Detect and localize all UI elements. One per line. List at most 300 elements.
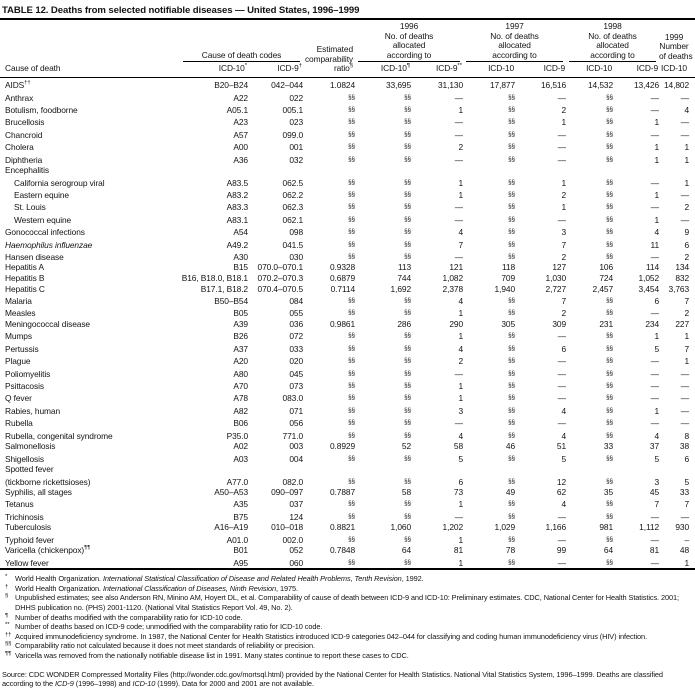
footnote-marker: * [244,63,247,70]
not-calculated-symbol: §§ [606,431,614,439]
cell [463,452,515,464]
col-subheader-icd-9: ICD-9 [515,62,566,77]
footnote-text: Acquired immunodeficiency syndrome. In 1987, the National Center for Health Statistics introduced ICD-9 categories 042–044 for classifying and coding human immunodeficiency virus (HIV) infection. [15,631,648,641]
not-calculated-symbol: §§ [348,369,356,377]
cell: — [680,393,690,404]
cell: 6 [458,476,464,487]
cell: 032 [289,154,304,165]
cell [463,213,515,225]
cell [303,329,355,341]
cell [463,238,515,250]
table-row [0,342,695,354]
cell: — [680,368,690,379]
not-calculated-symbol: §§ [404,105,412,113]
cell [566,391,613,403]
table-row [0,225,695,237]
row-label: Hepatitis C [5,283,45,294]
cell: 6 [654,295,660,306]
footnote-text: Number of deaths modified with the comparability ratio for ICD-10 code. [15,612,243,622]
table-row [0,429,695,441]
cell [355,429,411,441]
not-calculated-symbol: §§ [508,512,516,520]
not-calculated-symbol: §§ [508,332,516,340]
cell: A22 [233,92,248,103]
cell: — [454,129,464,140]
cell: 4 [458,227,464,238]
cell: 2 [561,189,567,200]
not-calculated-symbol: §§ [348,332,356,340]
cell [355,391,411,403]
cell [303,497,355,509]
not-calculated-symbol: §§ [508,240,516,248]
cell: A39 [233,318,248,329]
cell: 3 [458,405,464,416]
footnote-text: World Health Organization. [15,583,103,593]
not-calculated-symbol: §§ [348,118,356,126]
not-calculated-symbol: §§ [348,203,356,211]
cell: 0.7887 [329,487,356,498]
not-calculated-symbol: §§ [404,296,412,304]
header-line: No. of deaths [588,30,637,41]
not-calculated-symbol: §§ [348,381,356,389]
cell: 16,516 [540,80,567,91]
row-label: Hepatitis B [5,273,45,284]
not-calculated-symbol: §§ [606,419,614,427]
cell: 1.0824 [329,80,356,91]
cell: A82 [233,405,248,416]
not-calculated-symbol: §§ [404,203,412,211]
cell: — [557,92,567,103]
cell: 13,426 [633,80,660,91]
row-label: Poliomyelitis [5,368,51,379]
row-label: Trichinosis [5,511,44,522]
source-text: Source: CDC WONDER Compressed Mortality Files (http://wonder.cdc.gov/mortsql.html) provided by the National Center for Health Statistics. National Vital Statistics System, 1996–1999. Deaths are classified according to the [2,669,663,689]
cell: B50–B54 [214,295,248,306]
cell: 7 [561,295,567,306]
cell: 46 [505,441,516,452]
cell: 0.6879 [329,273,356,284]
cell: 17,877 [489,80,516,91]
not-calculated-symbol: §§ [508,500,516,508]
cell [303,429,355,441]
cell [463,404,515,416]
not-calculated-symbol: §§ [348,93,356,101]
cell [566,533,613,545]
not-calculated-symbol: §§ [606,190,614,198]
cell [566,294,613,306]
cell: 231 [599,318,614,329]
not-calculated-symbol: §§ [348,394,356,402]
not-calculated-symbol: §§ [508,296,516,304]
not-calculated-symbol: §§ [404,369,412,377]
cell: 2,378 [442,283,464,294]
cell: 1 [458,104,464,115]
row-label: Cholera [5,142,34,153]
cell: — [557,534,567,545]
cell [463,225,515,237]
cell: 51 [556,441,567,452]
col-subheader-icd-10: ICD-10¶ [355,62,411,77]
not-calculated-symbol: §§ [508,309,516,317]
not-calculated-symbol: §§ [606,130,614,138]
cell [566,225,613,237]
cell [303,379,355,391]
cell: 099.0 [282,129,304,140]
cell: 072 [289,331,304,342]
cell: 6 [684,453,690,464]
header-line: Cause of death codes [183,51,300,63]
header-line: Estimated [316,44,354,55]
cell: 1 [458,177,464,188]
not-calculated-symbol: §§ [404,240,412,248]
table-row [0,250,695,262]
header-line: allocated [498,40,531,51]
cell: A37 [233,343,248,354]
table-body [0,77,695,569]
footnote-marker: § [5,593,9,600]
year-group-header [566,22,659,62]
cell [355,452,411,464]
cell: 771.0 [282,430,304,441]
header-line: ratio§ [333,63,354,74]
not-calculated-symbol: §§ [606,454,614,462]
row-label: Varicella (chickenpox)¶¶ [5,545,91,556]
cell: — [650,92,660,103]
cell: 48 [679,545,690,556]
cell [566,250,613,262]
footnote [2,574,693,584]
row-label: Salmonellosis [5,441,56,452]
cell [355,128,411,140]
row-label: Rubella [5,418,33,429]
source-text: ICD-9 [54,679,74,689]
cell [566,176,613,188]
cell [463,497,515,509]
source-text: ICD-10 [132,679,156,689]
cell: 11 [650,239,660,250]
cell: 73 [453,487,464,498]
not-calculated-symbol: §§ [606,178,614,186]
header-group-row [0,19,695,62]
cell: — [454,418,464,429]
footnote-text: Unpublished estimates; see also Anderson RN, Minino AM, Hoyert DL, et al. Comparability of cause of death between ICD-9 and ICD-10: Preliminary estimates. CDC, National Center for Health Statistics. 2001; DHHS publication no. (PHS) 2001-1120. (National Vital Statistics Report Vol. 49, No. 2). [15,593,679,612]
cell [355,153,411,165]
table-row [0,213,695,225]
footnote-text: , 1975. [276,583,298,593]
cell: 52 [401,441,412,452]
cell: B26 [233,331,248,342]
footnote-text: Number of deaths based on ICD-9 code; unmodified with the comparability ratio for ICD-10 code. [15,622,323,632]
col-group-death-codes [180,19,303,62]
row-label: Rabies, human [5,405,61,416]
table-row [0,140,695,152]
not-calculated-symbol: §§ [508,228,516,236]
cell [566,200,613,212]
cell: 055 [289,308,304,319]
cell: 7 [561,239,567,250]
cell: 35 [603,487,614,498]
cell: 1 [458,534,464,545]
cell [566,306,613,318]
header-line: Number [659,41,689,52]
cell: 33,695 [385,80,412,91]
not-calculated-symbol: §§ [348,178,356,186]
cell [303,556,355,569]
cell: 58 [453,441,464,452]
row-label: Shigellosis [5,453,44,464]
cell: — [650,368,660,379]
cell [463,250,515,262]
not-calculated-symbol: §§ [508,118,516,126]
not-calculated-symbol: §§ [404,143,412,151]
not-calculated-symbol: §§ [404,252,412,260]
not-calculated-symbol: §§ [404,215,412,223]
not-calculated-symbol: §§ [348,143,356,151]
cell: 4 [654,227,660,238]
cell: 7 [684,343,690,354]
not-calculated-symbol: §§ [348,454,356,462]
not-calculated-symbol: §§ [508,155,516,163]
cell: 083.0 [282,393,304,404]
cell: 12 [556,476,567,487]
table-row [0,391,695,403]
cell: 724 [599,273,614,284]
cell: 005.1 [282,104,304,115]
cell: A54 [233,227,248,238]
cell: 1 [458,393,464,404]
cell [566,510,613,522]
cell: A23 [233,117,248,128]
cell: 4 [458,430,464,441]
not-calculated-symbol: §§ [606,93,614,101]
cell: 020 [289,356,304,367]
not-calculated-symbol: §§ [348,105,356,113]
cell [303,475,355,487]
not-calculated-symbol: §§ [348,240,356,248]
col-group-1996 [355,19,463,62]
not-calculated-symbol: §§ [508,558,516,566]
cell: — [557,393,567,404]
cell [463,306,515,318]
cell [303,510,355,522]
source-text: (1996–1998) and [73,679,133,689]
cell: 1,692 [390,283,412,294]
cell [355,238,411,250]
table-row [0,354,695,366]
not-calculated-symbol: §§ [348,252,356,260]
not-calculated-symbol: §§ [404,344,412,352]
row-label: Psittacosis [5,380,44,391]
row-label: Measles [5,308,36,319]
cell [566,153,613,165]
cell: 045 [289,368,304,379]
row-label: Diphtheria [5,154,43,165]
row-label: Yellow fever [5,557,49,568]
footnote-marker: § [349,63,354,70]
row-label: Syphilis, all stages [5,487,72,498]
table-row [0,283,695,294]
row-label: (tickborne rickettsioses) [5,476,91,487]
not-calculated-symbol: §§ [606,252,614,260]
cell: 1 [654,142,660,153]
row-label: Tuberculosis [5,522,51,533]
row-label: Western equine [14,214,72,225]
cell [303,342,355,354]
cell: 1 [561,177,567,188]
row-label: Plague [5,356,31,367]
header-line: 1999 [664,31,684,42]
footnote-text: International Statistical Classification of Disease and Related Health Problems, Tenth Revision [102,574,402,584]
cell: 1 [684,154,690,165]
not-calculated-symbol: §§ [404,381,412,389]
row-section-label: Encephalitis [5,165,49,176]
row-label: Chancroid [5,129,43,140]
cell: A35 [233,499,248,510]
cell: A02 [233,441,248,452]
not-calculated-symbol: §§ [348,296,356,304]
cell: — [454,202,464,213]
cell: 1 [458,308,464,319]
not-calculated-symbol: §§ [508,93,516,101]
col-subheader-icd-9: ICD-9** [411,62,463,77]
cell: 78 [505,545,516,556]
not-calculated-symbol: §§ [404,419,412,427]
cell: 5 [654,453,660,464]
cell [303,225,355,237]
cell [355,510,411,522]
cell [463,140,515,152]
table-row [0,367,695,379]
cell: — [680,117,690,128]
cell: 744 [397,273,412,284]
table-row [0,273,695,284]
cell: 1 [654,154,660,165]
cell: — [557,331,567,342]
cell: — [454,214,464,225]
table-row [0,77,695,90]
row-label: AIDS†† [5,80,31,91]
cell: A95 [233,557,248,568]
cell: 2 [684,308,690,319]
not-calculated-symbol: §§ [348,419,356,427]
row-label: Q fever [5,393,32,404]
cell: 305 [501,318,516,329]
row-label: Anthrax [5,92,34,103]
cell: — [454,511,464,522]
cell: B75 [233,511,248,522]
cell [355,379,411,391]
cell: 1 [458,380,464,391]
table-title: TABLE 12. Deaths from selected notifiable diseases — United States, 1996–1999 [2,5,360,16]
footnote [2,641,693,651]
not-calculated-symbol: §§ [508,406,516,414]
cell [463,115,515,127]
row-label: Botulism, foodborne [5,104,78,115]
cell: 070.0–070.1 [257,262,304,273]
table-row [0,319,695,330]
cell [303,238,355,250]
cell: A20 [233,356,248,367]
cell [566,188,613,200]
not-calculated-symbol: §§ [606,332,614,340]
cell: 3 [654,476,660,487]
not-calculated-symbol: §§ [606,155,614,163]
not-calculated-symbol: §§ [348,535,356,543]
year-group-header [355,22,463,62]
table-row [0,294,695,306]
footnote-text: World Health Organization. [15,574,103,584]
cell: 1,166 [545,522,567,533]
header-line: allocated [392,40,426,51]
cell: 1 [684,557,690,568]
not-calculated-symbol: §§ [404,477,412,485]
cell: 1 [654,189,660,200]
cell: 5 [458,453,464,464]
header-line: No. of deaths [490,30,539,41]
not-calculated-symbol: §§ [606,309,614,317]
not-calculated-symbol: §§ [404,190,412,198]
row-label: Hansen disease [5,251,64,262]
cell: A77.0 [226,476,248,487]
cell: 2 [561,308,567,319]
cell: 030 [289,251,304,262]
cell: 2 [458,142,464,153]
cell: 0.7848 [329,545,356,556]
footnote [2,651,693,661]
cell [566,354,613,366]
cell [355,367,411,379]
not-calculated-symbol: §§ [348,130,356,138]
cell: 290 [449,318,464,329]
cell [355,404,411,416]
cell [355,213,411,225]
table-row [0,556,695,569]
cell: 113 [397,262,412,273]
cell: 38 [679,441,690,452]
cell: 14,532 [587,80,614,91]
not-calculated-symbol: §§ [404,357,412,365]
table-row [0,545,695,556]
footnote [2,584,693,594]
row-section-label: Spotted fever [5,464,54,475]
col-subheader-icd-10: ICD-10* [180,62,248,77]
footnote [2,632,693,642]
cell: 1 [684,177,690,188]
cell: 1 [684,356,690,367]
not-calculated-symbol: §§ [404,93,412,101]
not-calculated-symbol: §§ [348,228,356,236]
cell [463,329,515,341]
cell: 4 [561,499,567,510]
cell: 070.2–070.3 [257,273,304,284]
header-line: ICD-10 [661,63,687,74]
not-calculated-symbol: §§ [508,178,516,186]
cell: 4 [458,295,464,306]
table-header [0,19,695,77]
not-calculated-symbol: §§ [508,477,516,485]
cell: B15 [233,262,248,273]
not-calculated-symbol: §§ [606,240,614,248]
not-calculated-symbol: §§ [404,309,412,317]
not-calculated-symbol: §§ [348,558,356,566]
not-calculated-symbol: §§ [404,558,412,566]
cell [566,452,613,464]
not-calculated-symbol: §§ [606,500,614,508]
cell [463,367,515,379]
table-row [0,188,695,200]
cell: 1,940 [494,283,516,294]
table-row [0,510,695,522]
